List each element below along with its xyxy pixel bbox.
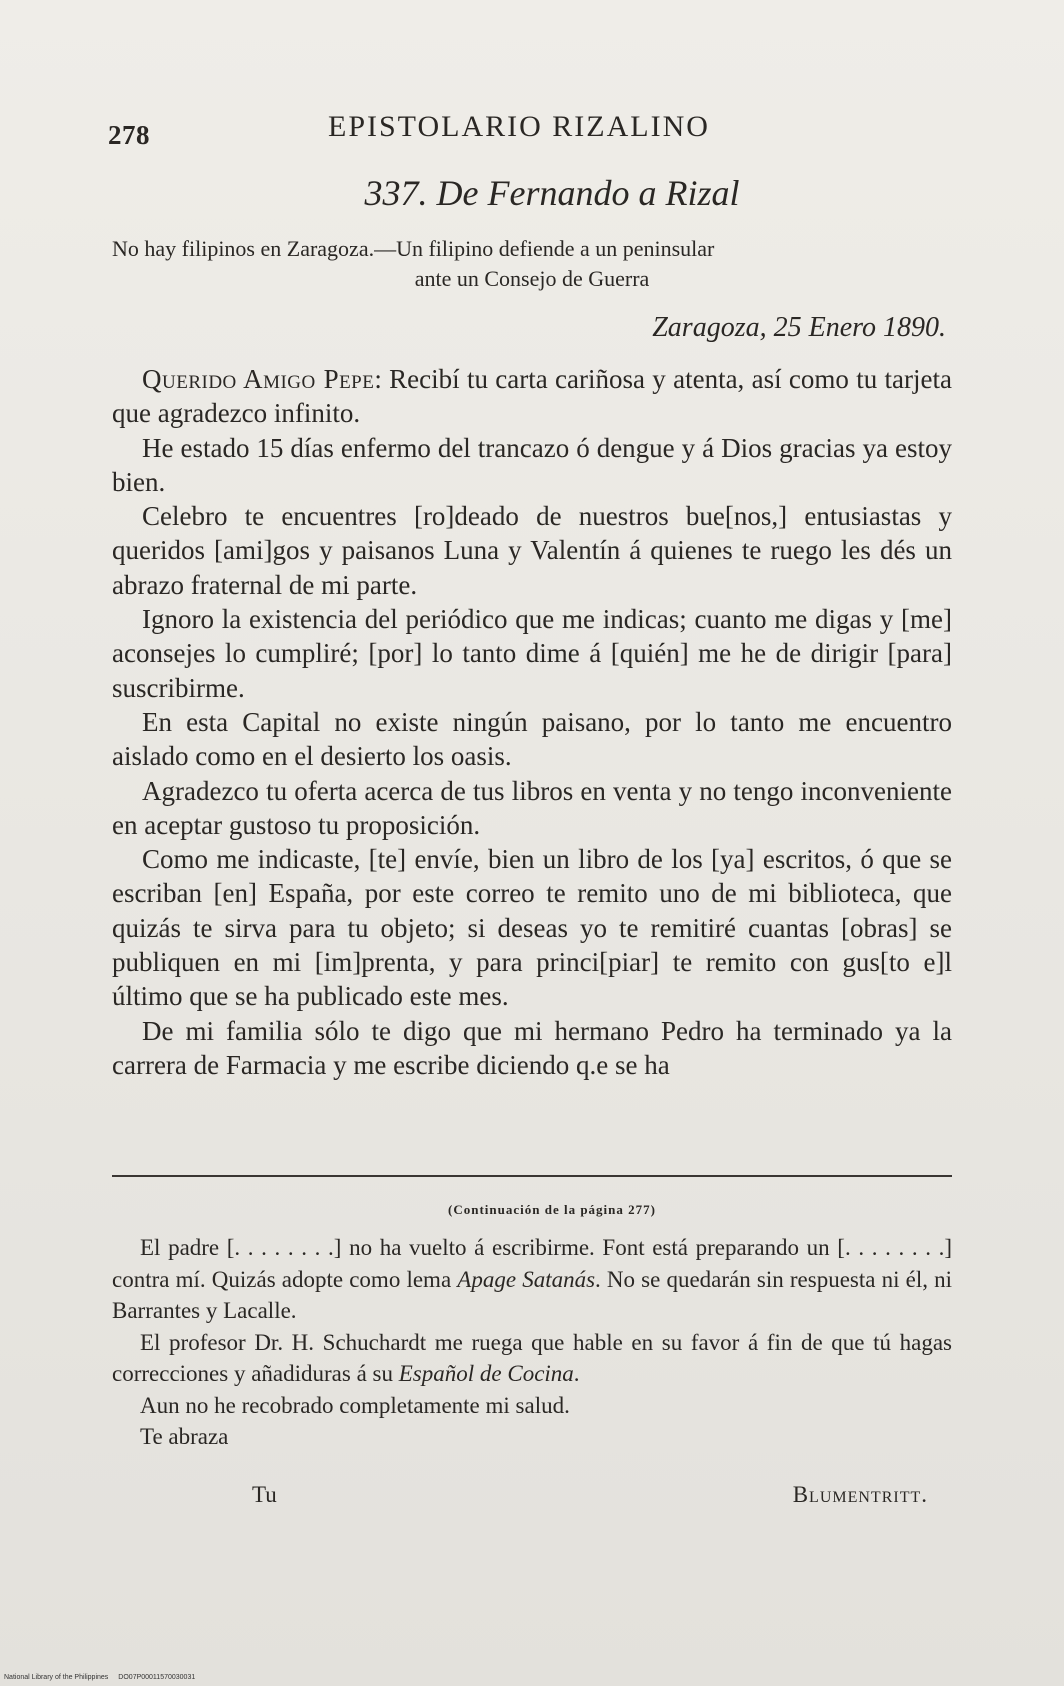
signature: Blumentritt. [792, 1482, 928, 1507]
image-id: DO07P00011570030031 [118, 1674, 196, 1681]
body-paragraph: De mi familia sólo te digo que mi hermano Pedro ha terminado ya la carrera de Farmacia y me escribe diciendo q.e se ha [112, 1015, 952, 1080]
closing-word: Tu [252, 1482, 277, 1507]
footnote-paragraph: Aun no he recobrado completamente mi salud. [140, 1392, 570, 1418]
footnote-italic: Apage Satanás [457, 1266, 596, 1292]
summary-line-2: ante un Consejo de Guerra [414, 266, 650, 291]
library-credit [4, 1674, 195, 1681]
salutation: Querido Amigo Pepe [142, 364, 375, 394]
footnote-paragraph [112, 1232, 952, 1327]
signature-row [112, 1482, 952, 1514]
running-head: EPISTOLARIO RIZALINO [328, 110, 710, 143]
footnote-italic: Español de Cocina [398, 1361, 574, 1386]
footnote-text: El profesor Dr. H. Schuchardt me ruega que hable en su favor á fin de que tú hagas correcciones y añadiduras á su [112, 1329, 952, 1386]
dateline: Zaragoza, 25 Enero 1890. [652, 312, 946, 343]
letter-body [112, 362, 952, 1082]
body-paragraph: Agradezco tu oferta acerca de tus libros en venta y no tengo inconveniente en aceptar gustoso tu proposición. [112, 775, 952, 840]
library-name: National Library of the Philippines [4, 1674, 109, 1681]
body-paragraph [112, 362, 952, 431]
footnote-text: . [573, 1361, 580, 1386]
page-number: 278 [108, 120, 150, 150]
body-paragraph: He estado 15 días enfermo del trancazo ó dengue y á Dios gracias ya estoy bien. [112, 432, 952, 497]
continuation-note: (Continuación de la página 277) [448, 1202, 656, 1217]
body-paragraph: Celebro te encuentres [ro]deado de nuestros bue[nos,] entusiastas y queridos [ami]gos y paisanos Luna y Valentín á quienes te ruego les dés un abrazo fraternal de mi parte. [112, 501, 952, 600]
footnote-block [112, 1232, 952, 1453]
footnote-text: . No se quedarán sin respuesta ni él, ni Barrantes y Lacalle. [112, 1266, 952, 1323]
footnote-paragraph: Te abraza [140, 1424, 229, 1449]
summary-line-1: No hay filipinos en Zaragoza.—Un filipino defiende a un peninsular [112, 236, 715, 261]
paragraph-text: : Recibí tu carta cariñosa y atenta, así como tu tarjeta que agradezco infinito. [112, 364, 952, 429]
page-header [108, 110, 948, 150]
body-paragraph: Como me indicaste, [te] envíe, bien un libro de los [ya] escritos, ó que se escriban [en] España, por este correo te remito uno de mi biblioteca, que quizás te sirva para tu objeto; si deseas yo te remitiré cuantas [obras] se publiquen en mi [im]prenta, y para princi[piar] te remito con gus[to e]l último que se ha publicado este mes. [112, 844, 952, 1012]
body-paragraph: Ignoro la existencia del periódico que me indicas; cuanto me digas y [me] aconsejes lo cumpliré; [por] lo tanto dime á [quién] me he de dirigir [para] suscribirme. [112, 604, 952, 703]
footnote-text: El padre [. . . . . . . .] no ha vuelto á escribirme. Font está preparando un [. . . . . . . .] contra mí. Quizás adopte como lema [112, 1235, 952, 1292]
footnote-paragraph [112, 1327, 952, 1390]
body-paragraph: En esta Capital no existe ningún paisano, por lo tanto me encuentro aislado como en el desierto los oasis. [112, 706, 952, 772]
footnote-divider [112, 1175, 952, 1177]
letter-title: 337. De Fernando a Rizal [364, 173, 740, 213]
letter-summary [112, 234, 952, 294]
